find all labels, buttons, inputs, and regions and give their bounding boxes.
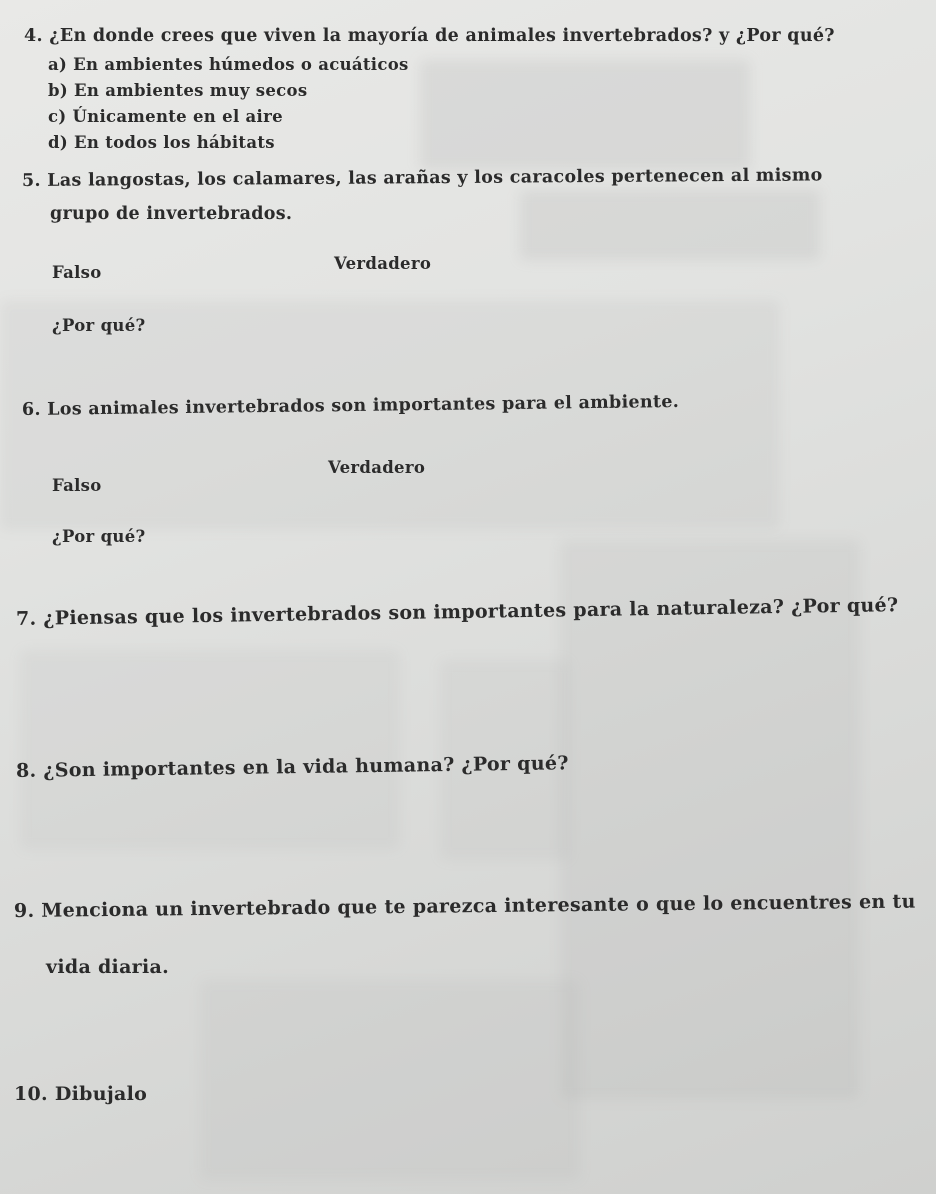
question-7-text: 7. ¿Piensas que los invertebrados son importantes para la naturaleza? ¿Por qué? xyxy=(15,594,899,630)
paper-show-through xyxy=(20,650,400,850)
question-5-true-option: Verdadero xyxy=(334,254,432,273)
question-6-true-option: Verdadero xyxy=(328,458,426,477)
question-6-why-label: ¿Por qué? xyxy=(52,527,146,546)
paper-show-through xyxy=(420,60,750,170)
question-4-option-a: a) En ambientes húmedos o acuáticos xyxy=(48,55,409,74)
question-5-text-line-1: 5. Las langostas, los calamares, las arañas y los caracoles pertenecen al mismo xyxy=(21,165,823,191)
question-4-option-c: c) Únicamente en el aire xyxy=(48,107,283,126)
paper-show-through xyxy=(560,540,860,1100)
question-5-false-option: Falso xyxy=(52,263,102,282)
paper-show-through xyxy=(520,190,820,260)
question-6-false-option: Falso xyxy=(52,476,102,495)
question-5-text-line-2: grupo de invertebrados. xyxy=(50,204,293,224)
question-4-text: 4. ¿En donde crees que viven la mayoría de animales invertebrados? y ¿Por qué? xyxy=(24,26,835,46)
question-4-option-d: d) En todos los hábitats xyxy=(48,133,275,152)
question-5-why-label: ¿Por qué? xyxy=(52,316,146,335)
question-9-text-line-2: vida diaria. xyxy=(46,956,170,978)
question-10-text: 10. Dibujalo xyxy=(14,1083,148,1105)
question-9-text-line-1: 9. Menciona un invertebrado que te parezca interesante o que lo encuentres en tu xyxy=(13,890,916,922)
paper-show-through xyxy=(200,980,580,1180)
question-6-text: 6. Los animales invertebrados son importantes para el ambiente. xyxy=(21,391,680,420)
question-4-option-b: b) En ambientes muy secos xyxy=(48,81,308,100)
question-8-text: 8. ¿Son importantes en la vida humana? ¿Por qué? xyxy=(15,752,569,782)
